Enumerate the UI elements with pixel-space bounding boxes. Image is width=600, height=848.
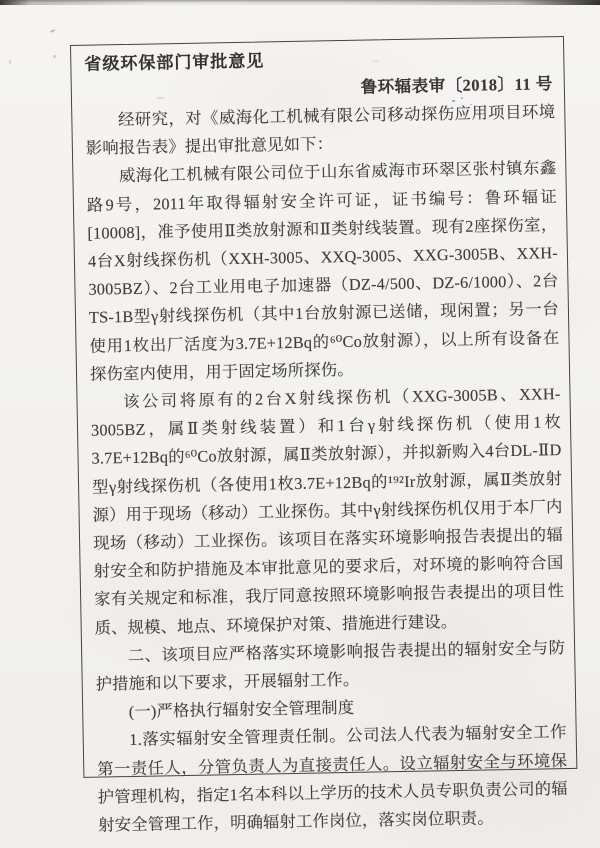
ink-speck [9,60,11,64]
document-number: 鲁环辐表审〔2018〕11 号 [360,74,553,97]
paragraph-heading-management-system: (一)严格执行辐射安全管理制度 [128,698,355,722]
scan-top-edge-shadow [0,0,600,3]
paragraph-project-approval: 该公司将原有的2台X射线探伤机（XXG-3005B、XXH-3005BZ，属Ⅱ类射线装置）和1台γ射线探伤机（使用1枚3.7E+12Bq的⁶⁰Co放射源，属Ⅱ类放射源），并拟新购入4台DL-ⅡD型γ射线探伤机（各使用1枚3.7E+12Bq的¹⁹²Ir放射源，属Ⅱ类放射源）用于现场（移动）工业探伤。其中γ射线探伤机仅用于本厂内现场（移动）工业探伤。该项目在落实环境影响报告表提出的辐射安全和防护措施及本审批意见的要求后，对环境的影响符合国家有关规定和标准，我厅同意按照环境影响报告表提出的项目性质、规模、地点、环境保护对策、措施进行建设。 [90,384,565,638]
section-title: 省级环保部门审批意见 [84,51,265,74]
approval-opinion-box [70,36,577,835]
paragraph-company-status: 威海化工机械有限公司位于山东省威海市环翠区张村镇东鑫路9号，2011年取得辐射安全许可证，证书编号：鲁环辐证[10008]，准予使用Ⅱ类放射源和Ⅱ类射线装置。现有2座探伤室，4台X射线探伤机（XXH-3005、XXQ-3005、XXG-3005B、XXH-3005BZ）、2台工业用电子加速器（DZ-4/500、DZ-6/1000）、2台TS-1B型γ射线探伤机（其中1台放射源已送储，现闲置；另一台使用1枚出厂活度为3.7E+12Bq的⁶⁰Co放射源），以上所有设备在探伤室内使用，用于固定场所探伤。 [86,158,560,384]
ink-speck [53,55,56,58]
ink-speck [50,29,55,33]
paragraph-intro: 经研究，对《威海化工机械有限公司移动探伤应用项目环境影响报告表》提出审批意见如下： [85,102,556,158]
paragraph-item-1-responsibility: 1.落实辐射安全管理责任制。公司法人代表为辐射安全工作第一责任人，分管负责人为直接责任人。设立辐射安全与环境保护管理机构，指定1名本科以上学历的技术人员专职负责公司的辐射安全管理工作，明确辐射工作岗位，落实岗位职责。 [97,722,568,835]
paragraph-requirement-2: 二、该项目应严格落实环境影响报告表提出的辐射安全与防护措施和以下要求，开展辐射工作。 [95,637,566,694]
document-rotation-wrapper [70,36,577,835]
